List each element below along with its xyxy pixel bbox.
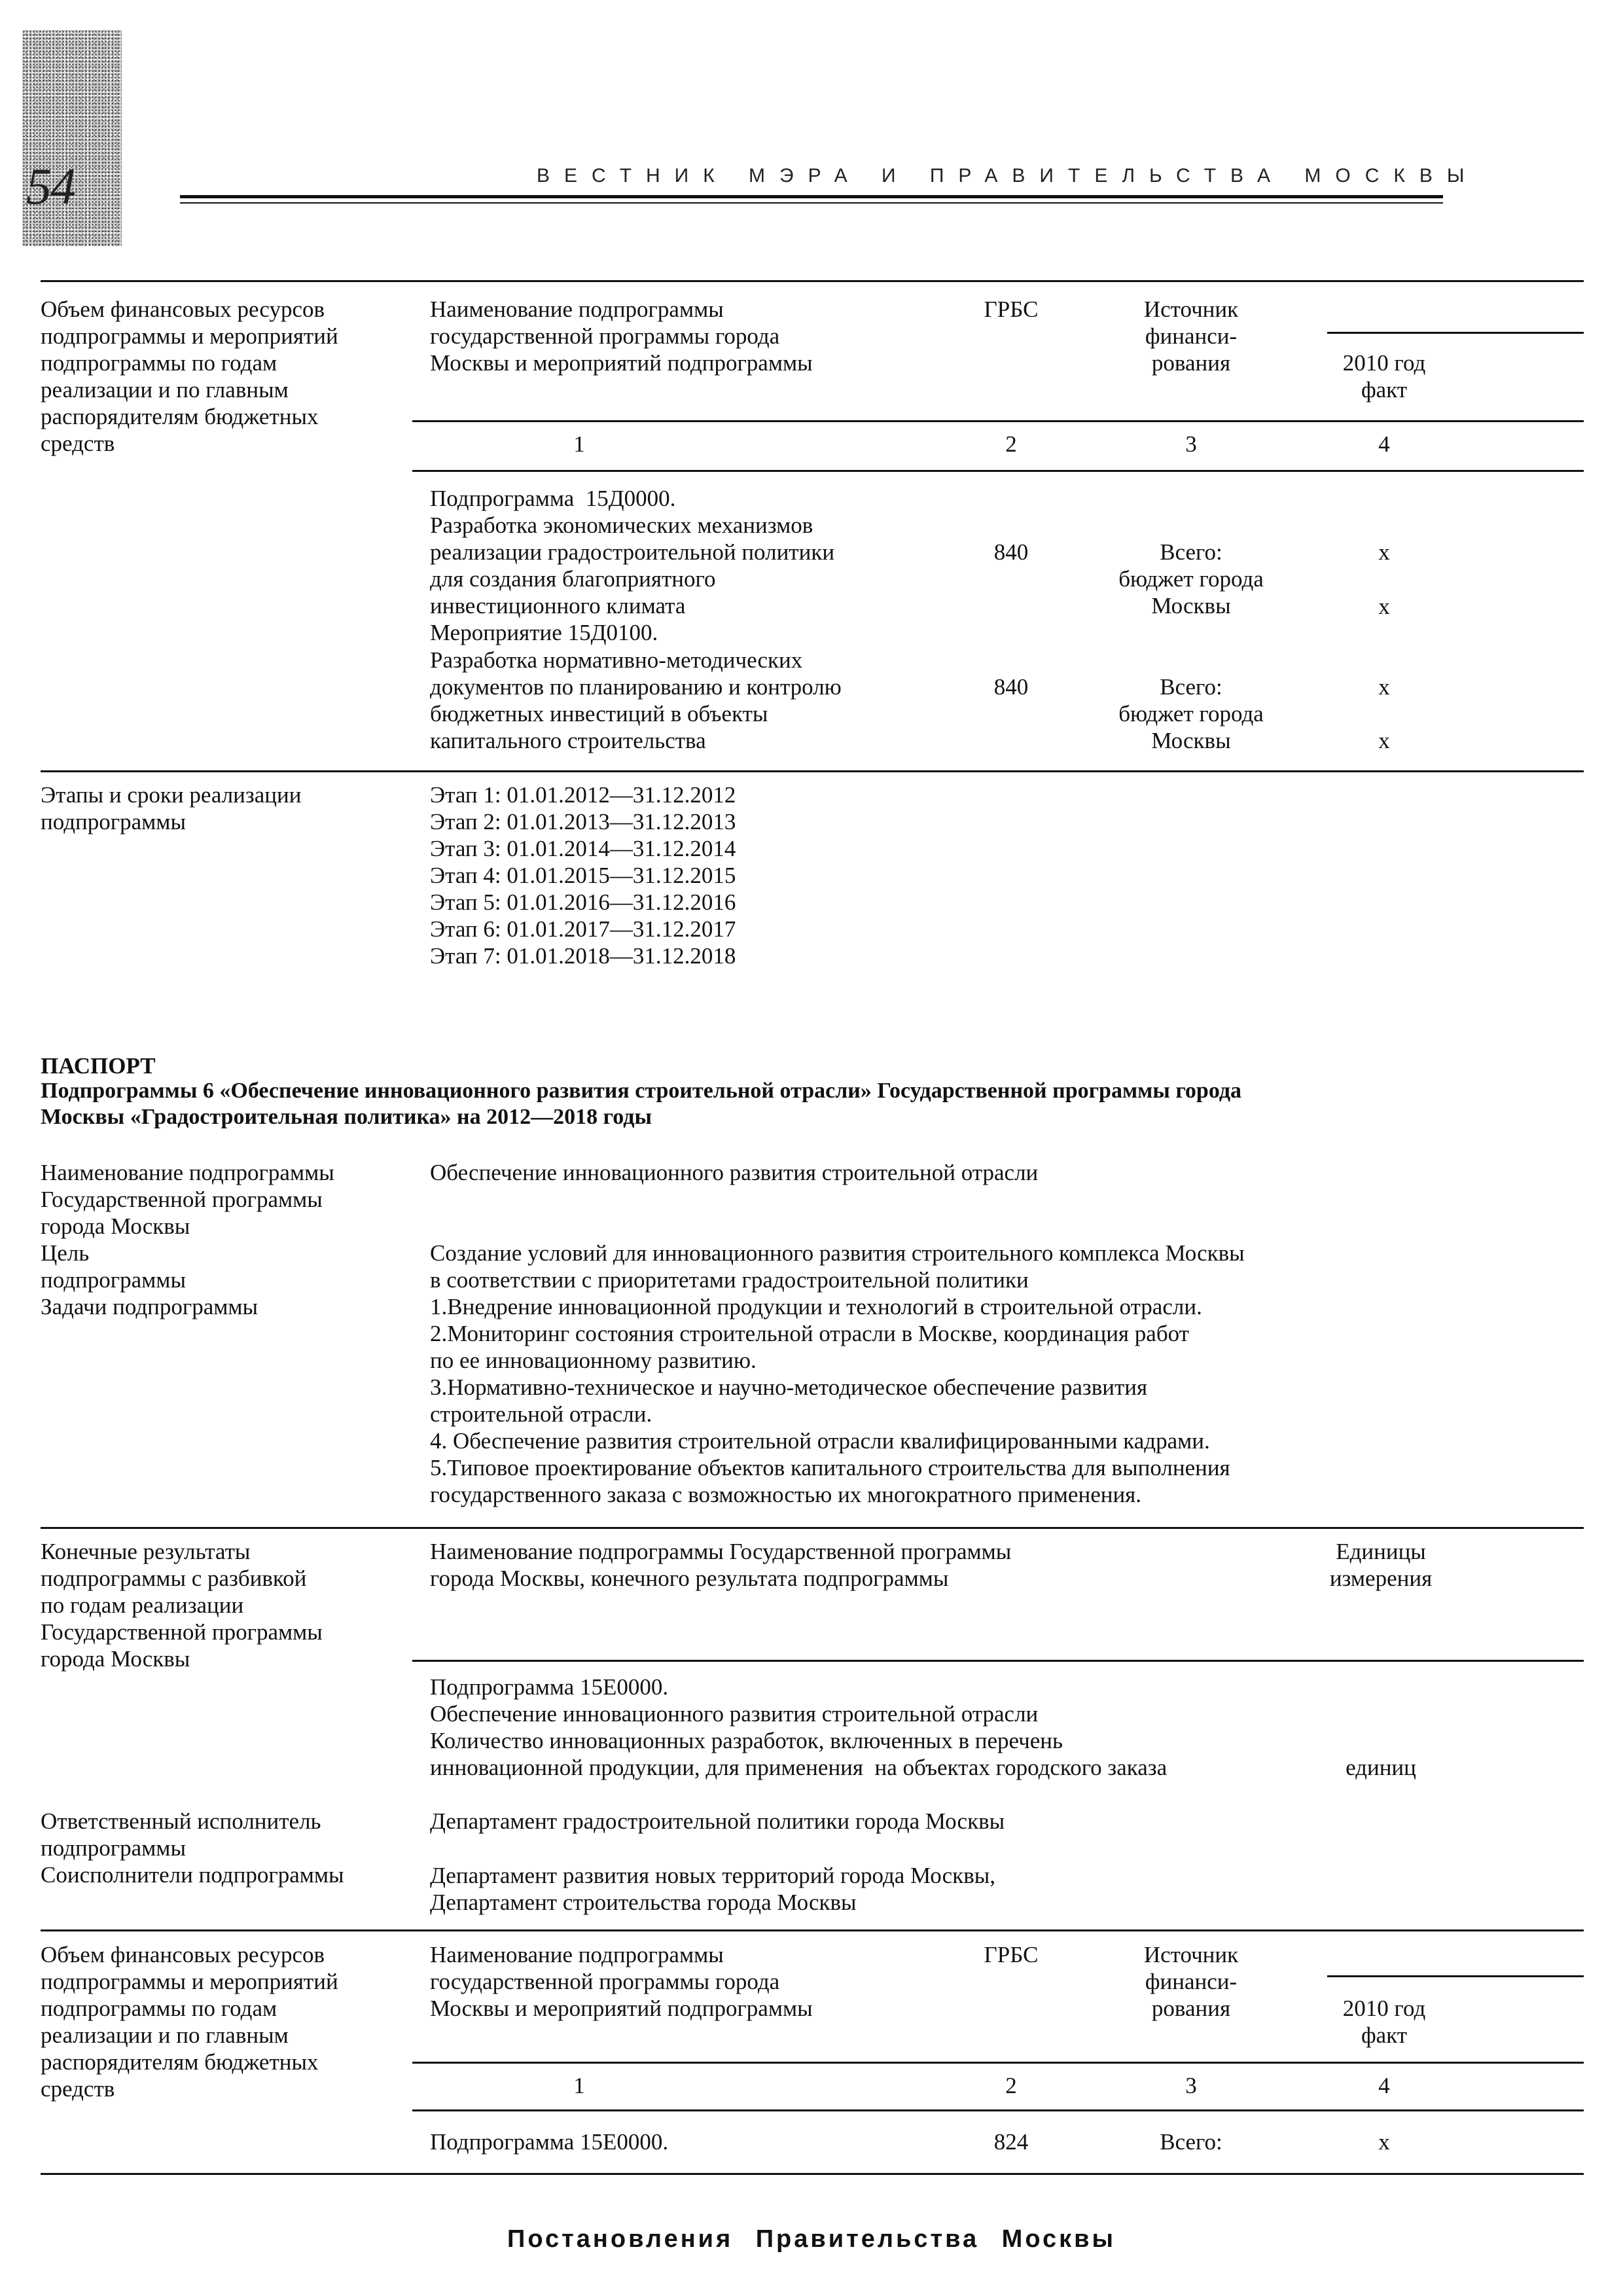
results-header-rule xyxy=(412,1660,1584,1662)
passport-subheading: Подпрограммы 6 «Обеспечение инновационного развития строительной отрасли» Государственной программы города Москвы «Градостроительная политика» на 2012—2018 годы xyxy=(41,1079,1242,1129)
table2-row-label: Объем финансовых ресурсов подпрограммы и мероприятий подпрограммы по годам реализации и по главным распорядителям бюджетных средств xyxy=(41,1942,338,2102)
table2-num-1: 1 xyxy=(573,2073,585,2098)
table1-entry2-value1: х xyxy=(1378,674,1390,700)
table2-entry-source: Всего: xyxy=(1160,2129,1222,2155)
results-col-units: Единицы измерения xyxy=(1329,1539,1433,1591)
table1-entry1-value2: х xyxy=(1378,594,1390,619)
table1-row-label: Объем финансовых ресурсов подпрограммы и мероприятий подпрограммы по годам реализации и по главным распорядителям бюджетных средств xyxy=(41,296,338,456)
table1-col-grbs: ГРБС xyxy=(984,296,1039,322)
header-rule-thin xyxy=(180,202,1443,204)
table1-num-2: 2 xyxy=(1005,431,1017,457)
table2-col-name: Наименование подпрограммы государственной программы города Москвы и мероприятий подпрограммы xyxy=(430,1942,813,2021)
results-entry-name: Подпрограмма 15Е0000. Обеспечение инновационного развития строительной отрасли Количество инновационных разработок, включенных в перечень инновационной продукции, для применения на объектах городского заказа xyxy=(430,1674,1168,1780)
table2-col-year: 2010 год факт xyxy=(1342,1996,1426,2048)
table1-num-3: 3 xyxy=(1185,431,1197,457)
table1-col-year: 2010 год факт xyxy=(1342,350,1426,403)
coexecutors-value: Департамент развития новых территорий города Москвы, Департамент строительства города Москвы xyxy=(430,1863,995,1915)
responsible-value: Департамент градостроительной политики города Москвы xyxy=(430,1808,1005,1834)
table1-entry2-source: Всего: бюджет города Москвы xyxy=(1118,674,1264,753)
table2-entry-name: Подпрограмма 15Е0000. xyxy=(430,2129,669,2155)
table2-col-grbs: ГРБС xyxy=(984,1942,1039,1967)
table1-col-name: Наименование подпрограммы государственной программы города Москвы и мероприятий подпрограммы xyxy=(430,296,813,376)
info-name-label: Наименование подпрограммы Государственной программы города Москвы xyxy=(41,1160,334,1239)
header-rule-thick xyxy=(180,195,1443,198)
table2-num-2: 2 xyxy=(1005,2073,1017,2098)
table1-num-4: 4 xyxy=(1378,431,1390,457)
stages-label: Этапы и сроки реализации подпрограммы xyxy=(41,782,302,834)
table1-entry2-value2: х xyxy=(1378,728,1390,753)
table2-year-rule xyxy=(1327,1975,1584,1977)
info-goal-value: Создание условий для инновационного развития строительного комплекса Москвы в соответствии с приоритетами градостроительной политики 1.Внедрение инновационной продукции и технологий в строительной отрасли. 2.Мониторинг состояния строительной отрасли в Москве, координация работ по ее инновационному развитию. 3.Нормативно-техническое и научно-методическое обеспечение развития строительной отрасли. 4. Обеспечение развития строительной отрасли квалифицированными кадрами. 5.Типовое проектирование объектов капитального строительства для выполнения государственного заказа с возможностью их многократного применения. xyxy=(430,1240,1245,1507)
table2-entry-grbs: 824 xyxy=(993,2129,1029,2155)
table1-entry2-name: Разработка нормативно-методических документов по планированию и контролю бюджетных инвестиций в объекты капитального строительства xyxy=(430,647,842,753)
table1-year-rule xyxy=(1327,332,1584,334)
results-label: Конечные результаты подпрограммы с разбивкой по годам реализации Государственной программы города Москвы xyxy=(41,1539,323,1672)
table1-num-rule xyxy=(412,470,1584,472)
results-top-rule xyxy=(41,1527,1584,1529)
table1-header-rule xyxy=(412,420,1584,422)
responsible-label: Ответственный исполнитель подпрограммы Соисполнители подпрограммы xyxy=(41,1808,344,1888)
table1-entry1-grbs: 840 xyxy=(993,539,1029,565)
table1-entry2-grbs: 840 xyxy=(993,674,1029,700)
table2-num-3: 3 xyxy=(1185,2073,1197,2098)
table2-top-rule xyxy=(41,1929,1584,1931)
table1-bottom-rule xyxy=(41,770,1584,772)
table2-header-rule xyxy=(412,2062,1584,2064)
stages-list: Этап 1: 01.01.2012—31.12.2012 Этап 2: 01.01.2013—31.12.2013 Этап 3: 01.01.2014—31.12.2014 Этап 4: 01.01.2015—31.12.2015 Этап 5: 01.01.2016—31.12.2016 Этап 6: 01.01.2017—31.12.2017 Этап 7: 01.01.2018—31.12.2018 xyxy=(430,782,736,969)
results-col-name: Наименование подпрограммы Государственной программы города Москвы, конечного результата подпрограммы xyxy=(430,1539,1012,1591)
table2-bottom-rule xyxy=(41,2173,1584,2175)
table1-col-source: Источник финанси- рования xyxy=(1143,296,1239,376)
footer-section-title: Постановления Правительства Москвы xyxy=(507,2225,1116,2253)
table2-col-source: Источник финанси- рования xyxy=(1143,1942,1239,2021)
results-entry-units: единиц xyxy=(1346,1755,1416,1780)
table1-num-1: 1 xyxy=(573,431,585,457)
passport-heading: ПАСПОРТ xyxy=(41,1053,156,1079)
table1-top-rule xyxy=(41,280,1584,282)
page-number: 54 xyxy=(26,158,75,215)
table2-num-4: 4 xyxy=(1378,2073,1390,2098)
info-name-value: Обеспечение инновационного развития строительной отрасли xyxy=(430,1160,1039,1185)
table1-entry1-source: Всего: бюджет города Москвы xyxy=(1118,539,1264,619)
table1-entry1-name: Подпрограмма 15Д0000. Разработка экономических механизмов реализации градостроительной политики для создания благоприятного инвестиционного климата Мероприятие 15Д0100. xyxy=(430,486,835,645)
table2-num-rule xyxy=(412,2109,1584,2111)
journal-title: ВЕСТНИК МЭРА И ПРАВИТЕЛЬСТВА МОСКВЫ xyxy=(537,165,1479,187)
table2-entry-value1: х xyxy=(1378,2129,1390,2155)
table1-entry1-value1: х xyxy=(1378,539,1390,565)
info-goal-label: Цель подпрограммы Задачи подпрограммы xyxy=(41,1240,259,1319)
